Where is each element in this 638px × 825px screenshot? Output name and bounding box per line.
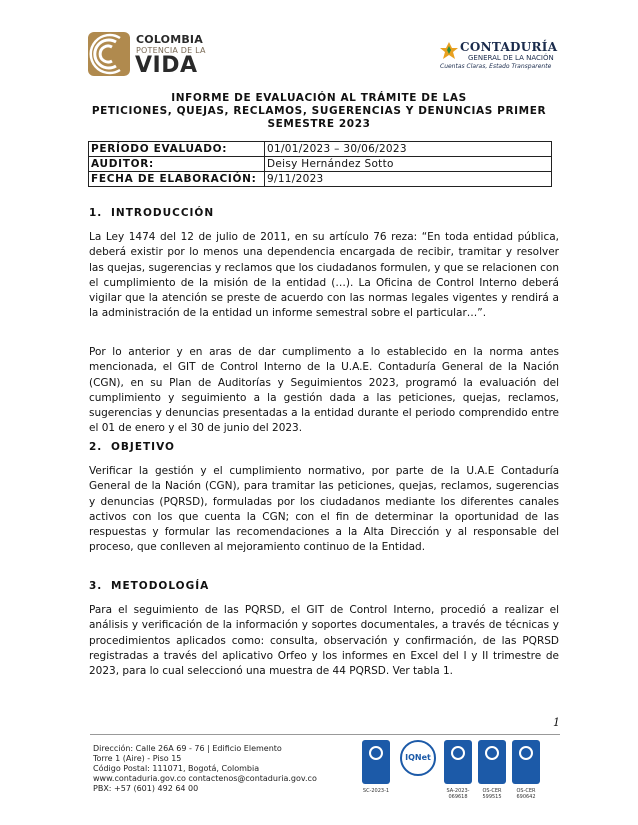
info-key: FECHA DE ELABORACIÓN: [89, 172, 265, 187]
contaduria-slogan: Cuentas Claras, Estado Transparente [440, 63, 552, 70]
section-title: INTRODUCCIÓN [111, 207, 215, 219]
section-number: 2. [89, 441, 103, 453]
document-title [80, 92, 558, 131]
section-number: 1. [89, 207, 103, 219]
page-number: 1 [553, 716, 560, 729]
contaduria-logo [440, 40, 560, 76]
info-value: 9/11/2023 [265, 172, 552, 187]
table-row [89, 172, 552, 187]
footer-line: Código Postal: 111071, Bogotá, Colombia [93, 764, 260, 773]
title-line-3: SEMESTRE 2023 [267, 118, 371, 130]
section-heading-objetivo [89, 441, 175, 453]
title-line-1: INFORME DE EVALUACIÓN AL TRÁMITE DE LAS [171, 92, 467, 104]
section-title: METODOLOGÍA [111, 580, 210, 592]
table-row [89, 142, 552, 157]
info-table [88, 141, 552, 187]
paragraph-intro-1: La Ley 1474 del 12 de julio de 2011, en su artículo 76 reza: “En toda entidad pública, deberá existir por lo menos una dependencia encargada de recibir, tramitar y resolver las quejas, sugerencias y reclamos que los ciudadanos formulen, y que se relacionen con el cumplimiento de la misión de la entidad (…). La Oficina de Control Interno deberá vigilar que la atención se preste de acuerdo con las normas legales vigentes y rendirá a la administración de la entidad un informe semestral sobre el particular…”. [89, 231, 559, 320]
cert-label: OS-CER 599515 [482, 788, 502, 800]
info-value: Deisy Hernández Sotto [265, 157, 552, 172]
cert-label: SC-2023-1 [362, 788, 390, 794]
cert-label: SA-2023-069618 [446, 788, 470, 800]
icontec-seal-icon [362, 740, 390, 784]
logo-line-2: POTENCIA DE LA [136, 46, 206, 55]
footer-divider [90, 734, 560, 735]
section-heading-metodologia [89, 580, 209, 592]
footer-address [93, 744, 317, 794]
paragraph-metodologia: Para el seguimiento de las PQRSD, el GIT de Control Interno, procedió a realizar el análisis y verificación de la información y soportes documentales, a través de técnicas y procedimientos aplicados como: consulta, observación y confirmación, de las PQRSD registradas a través del aplicativo Orfeo y los informes en Excel del I y II trimestre de 2023, para lo cual seleccionó una muestra de 44 PQRSD. Ver tabla 1. [89, 604, 559, 678]
contaduria-subtitle: GENERAL DE LA NACIÓN [468, 54, 554, 62]
cert-label: OS-CER 690642 [516, 788, 536, 800]
colombia-potencia-de-la-vida-logo [88, 30, 218, 80]
icontec-seal-icon [512, 740, 540, 784]
section-title: OBJETIVO [111, 441, 175, 453]
paragraph-intro-2: Por lo anterior y en aras de dar cumplimento a lo establecido en la norma antes mencionada, el GIT de Control Interno de la U.A.E. Contaduría General de la Nación (CGN), en su Plan de Auditorías y Seguimientos 2023, programó la evaluación del cumplimiento y seguimiento a la gestión dada a las peticiones, quejas, reclamos, sugerencias y denuncias presentadas a la entidad durante el periodo comprendido entre el 01 de enero y el 30 de junio del 2023. [89, 346, 559, 435]
certification-seals [360, 740, 560, 804]
footer-line: www.contaduria.gov.co contactenos@contaduria.gov.co [93, 774, 317, 783]
contaduria-name: CONTADURÍA [460, 40, 558, 54]
info-key: PERÍODO EVALUADO: [89, 142, 265, 157]
icontec-seal-icon [444, 740, 472, 784]
footer-line: PBX: +57 (601) 492 64 00 [93, 784, 199, 793]
logo-mark-icon [88, 32, 130, 76]
logo-line-1: COLOMBIA [136, 33, 203, 46]
section-heading-introduccion [89, 207, 214, 219]
table-row [89, 157, 552, 172]
section-number: 3. [89, 580, 103, 592]
footer-line: Torre 1 (Aire) - Piso 15 [93, 754, 182, 763]
icontec-seal-icon [478, 740, 506, 784]
iqnet-seal-icon: IQNet [400, 740, 436, 776]
footer-line: Dirección: Calle 26A 69 - 76 | Edificio Elemento [93, 744, 282, 753]
paragraph-objetivo: Verificar la gestión y el cumplimiento normativo, por parte de la U.A.E Contaduría General de la Nación (CGN), para tramitar las peticiones, quejas, reclamos, sugerencias y denuncias (PQRSD), formuladas por los ciudadanos mediante los diferentes canales activos con los que cuenta la CGN; con el fin de determinar la oportunidad de las respuestas y formular las recomendaciones a la Alta Dirección y al responsable del proceso, que conlleven al mejoramiento continuo de la Entidad. [89, 465, 559, 554]
info-value: 01/01/2023 – 30/06/2023 [265, 142, 552, 157]
logo-line-3: VIDA [135, 53, 198, 78]
contaduria-star-icon [440, 42, 458, 60]
title-line-2: PETICIONES, QUEJAS, RECLAMOS, SUGERENCIAS Y DENUNCIAS PRIMER [91, 105, 547, 117]
info-key: AUDITOR: [89, 157, 265, 172]
